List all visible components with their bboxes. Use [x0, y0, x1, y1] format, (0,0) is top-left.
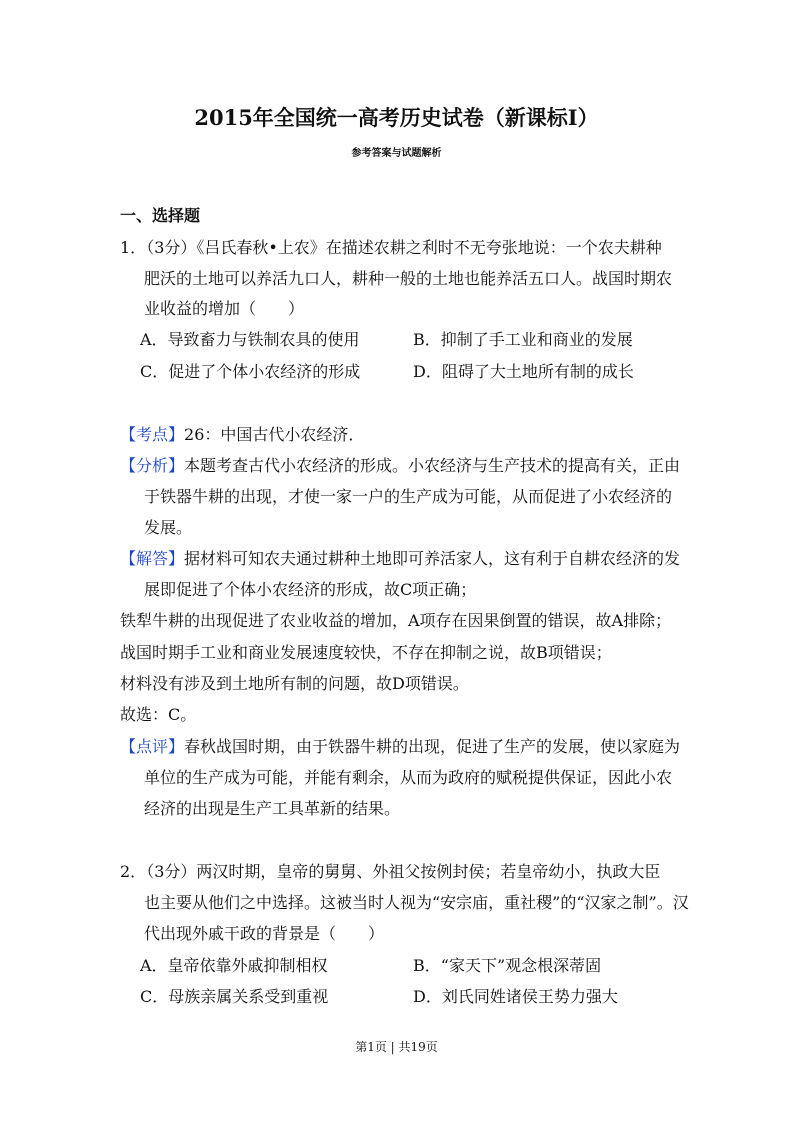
jieda-tag: 【解答】	[120, 549, 185, 568]
q1-stem-line3: 业收益的增加（ ）	[144, 299, 305, 318]
q1-stem-text: （3分）《吕氏春秋•上农》在描述农耕之利时不无夸张地说：一个农夫耕种	[146, 238, 662, 257]
jieda-text: 据材料可知农夫通过耕种土地即可养活家人，这有利于自耕农经济的发	[184, 549, 681, 568]
q1-option-c: C．促进了个体小农经济的形成	[140, 362, 361, 381]
q1-stem-line1	[120, 237, 662, 259]
q2-option-d: D．刘氏同姓诸侯王势力强大	[413, 987, 618, 1006]
kaodian-tag: 【考点】	[120, 425, 185, 444]
q1-option-b: B．抑制了手工业和商业的发展	[413, 330, 633, 349]
document-subtitle: 参考答案与试题解析	[351, 148, 442, 159]
section-heading: 一、选择题	[120, 206, 201, 225]
q2-option-b: B．“家天下”观念根深蒂固	[413, 956, 602, 975]
q1-fenxi-line1	[120, 455, 680, 477]
q1-dianping-line2: 单位的生产成为可能，并能有剩余，从而为政府的赋税提供保证，因此小农	[144, 768, 673, 787]
q2-stem-line2: 也主要从他们之中选择。这被当时人视为“安宗庙，重社稷”的“汉家之制”。汉	[144, 893, 689, 912]
q2-stem-line3: 代出现外戚干政的背景是（ ）	[144, 924, 385, 943]
q2-option-a: A．皇帝依靠外戚抑制相权	[140, 956, 328, 975]
q1-body-line1: 铁犁牛耕的出现促进了农业收益的增加，A项存在因果倒置的错误，故A排除；	[120, 611, 672, 630]
q1-body-line3: 材料没有涉及到土地所有制的问题，故D项错误。	[120, 674, 469, 693]
page-footer: 第1页 | 共19页	[355, 1040, 438, 1054]
q1-answer: 故选：C。	[120, 705, 197, 724]
q1-dianping-line1	[120, 736, 680, 758]
q1-fenxi-line2: 于铁器牛耕的出现，才使一家一户的生产成为可能，从而促进了小农经济的	[144, 487, 673, 506]
q1-jieda-line1	[120, 548, 680, 570]
fenxi-text: 本题考查古代小农经济的形成。小农经济与生产技术的提高有关，正由	[184, 456, 681, 475]
q1-kaodian	[120, 424, 364, 446]
q1-jieda-line2: 展即促进了个体小农经济的形成，故C项正确；	[144, 580, 477, 599]
dianping-text: 春秋战国时期，由于铁器牛耕的出现，促进了生产的发展，使以家庭为	[184, 737, 681, 756]
q1-body-line2: 战国时期手工业和商业发展速度较快，不存在抑制之说，故B项错误；	[120, 643, 612, 662]
q2-stem-text: （3分）两汉时期，皇帝的舅舅、外祖父按例封侯；若皇帝幼小，执政大臣	[146, 862, 661, 881]
q2-stem-line1	[120, 861, 660, 883]
q1-option-d: D．阻碍了大土地所有制的成长	[413, 362, 634, 381]
kaodian-text: 26：中国古代小农经济．	[184, 425, 365, 444]
q1-number: 1．	[120, 238, 147, 257]
q2-number: 2．	[120, 862, 147, 881]
q2-option-c: C．母族亲属关系受到重视	[140, 987, 329, 1006]
q1-dianping-line3: 经济的出现是生产工具革新的结果。	[144, 799, 401, 818]
fenxi-tag: 【分析】	[120, 456, 185, 475]
document-title: 2015年全国统一高考历史试卷（新课标I）	[194, 105, 599, 130]
q1-fenxi-line3: 发展。	[144, 518, 193, 537]
q1-stem-line2: 肥沃的土地可以养活九口人，耕种一般的土地也能养活五口人。战国时期农	[144, 269, 673, 288]
dianping-tag: 【点评】	[120, 737, 185, 756]
q1-option-a: A．导致畜力与铁制农具的使用	[140, 330, 360, 349]
